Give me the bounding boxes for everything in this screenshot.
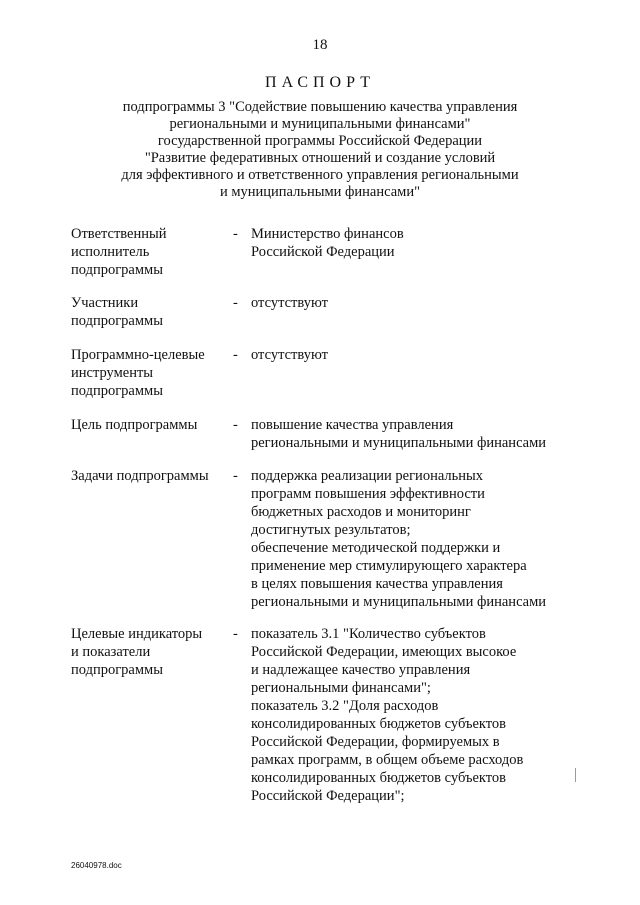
value-line: показатель 3.2 "Доля расходов [251,698,439,714]
scan-mark [575,768,576,782]
label-line: подпрограммы [71,313,163,329]
value-line: повышение качества управления [251,417,454,433]
value-line: региональными финансами"; [251,680,431,696]
label-line: инструменты [71,365,154,381]
row-dash: - [233,226,238,242]
label-line: подпрограммы [71,383,163,399]
subtitle-line: государственной программы Российской Федерации [157,133,483,149]
row-label [71,346,221,400]
subtitle-line: для эффективного и ответственного управления региональными [121,167,519,183]
row-label [71,625,221,679]
value-line: региональными и муниципальными финансами [251,594,547,610]
value-line: консолидированных бюджетов субъектов [251,770,507,786]
value-line: рамках программ, в общем объеме расходов [251,752,524,768]
label-line: Задачи подпрограммы [71,468,209,484]
row-label [71,467,221,485]
label-line: Целевые индикаторы [71,626,203,642]
row-label [71,225,221,279]
subtitle-line: региональными и муниципальными финансами" [169,116,471,132]
row-value [251,225,581,261]
row-value [251,294,581,312]
value-line: применение мер стимулирующего характера [251,558,527,574]
row-dash: - [233,417,238,433]
page-number: 18 [312,37,328,53]
value-line: бюджетных расходов и мониторинг [251,504,471,520]
value-line: отсутствуют [251,295,328,311]
subtitle-line: подпрограммы 3 "Содействие повышению качества управления [122,99,518,115]
row-value [251,346,581,364]
label-line: Ответственный [71,226,167,242]
value-line: отсутствуют [251,347,328,363]
label-line: и показатели [71,644,151,660]
row-value [251,467,581,611]
value-line: Российской Федерации, имеющих высокое [251,644,517,660]
row-value [251,416,581,452]
value-line: Российской Федерации [251,244,395,260]
value-line: Министерство финансов [251,226,404,242]
row-dash: - [233,295,238,311]
value-line: достигнутых результатов; [251,522,411,538]
row-dash: - [233,468,238,484]
row-dash: - [233,626,238,642]
subtitle-line: и муниципальными финансами" [219,184,421,200]
value-line: в целях повышения качества управления [251,576,503,592]
row-label [71,294,221,330]
value-line: обеспечение методической поддержки и [251,540,501,556]
label-line: Участники [71,295,139,311]
label-line: исполнитель [71,244,150,260]
value-line: региональными и муниципальными финансами [251,435,547,451]
row-value [251,625,581,805]
label-line: Цель подпрограммы [71,417,198,433]
row-label [71,416,221,434]
document-title: ПАСПОРТ [265,74,375,91]
value-line: показатель 3.1 "Количество субъектов [251,626,486,642]
value-line: консолидированных бюджетов субъектов [251,716,507,732]
label-line: подпрограммы [71,662,163,678]
subtitle-line: "Развитие федеративных отношений и создание условий [144,150,496,166]
value-line: поддержка реализации региональных [251,468,483,484]
footer-filename: 26040978.doc [71,861,122,870]
value-line: Российской Федерации, формируемых в [251,734,500,750]
document-subtitle [0,99,640,201]
label-line: подпрограммы [71,262,163,278]
label-line: Программно-целевые [71,347,205,363]
value-line: и надлежащее качество управления [251,662,471,678]
row-dash: - [233,347,238,363]
value-line: программ повышения эффективности [251,486,485,502]
value-line: Российской Федерации"; [251,788,405,804]
